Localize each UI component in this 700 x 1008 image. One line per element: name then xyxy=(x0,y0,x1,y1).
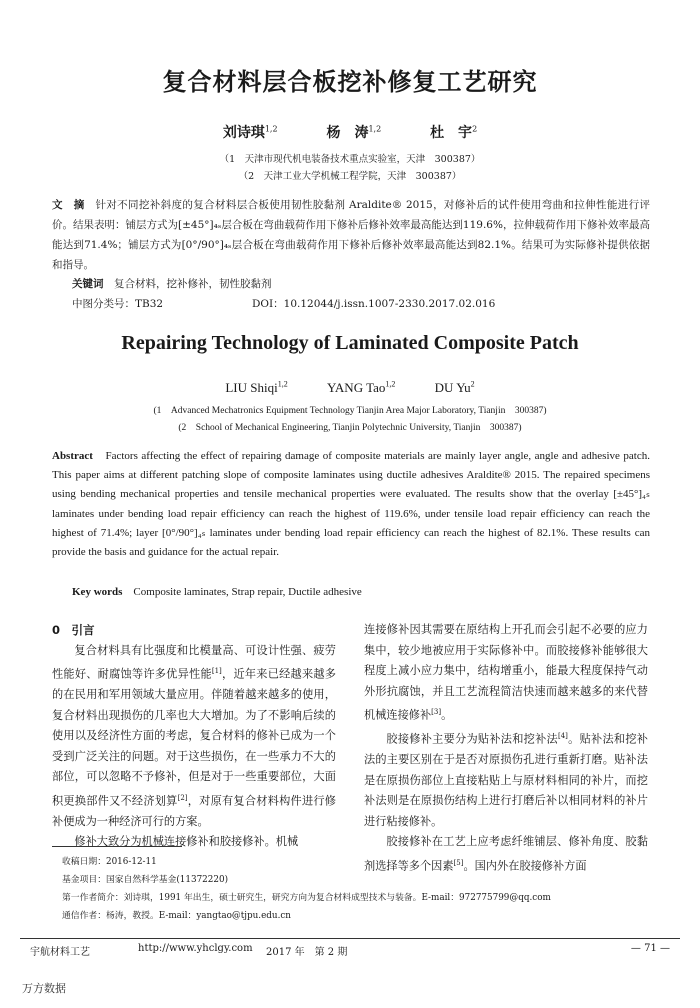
abstract-cn-text: 针对不同挖补斜度的复合材料层合板使用韧性胶黏剂 Araldite® 2015，对修补后的试件使用弯曲和拉伸性能进行评价。结果表明：铺层方式为[±45°]₄ₛ层合板在弯曲载荷作用下修补后修补效率最高能达到119.6%，拉伸载荷作用下修补效率最高能达到71.4%；铺层方式为[0°/90°]₄ₛ层合板在弯曲载荷作用下修补后修补效率最高能达到82.1%。结果可为实际修补提供依据和指导。 xyxy=(52,199,650,271)
authors-en xyxy=(0,380,700,396)
issue-info: 2017 年 第 2 期 xyxy=(266,947,348,958)
citation: [3] xyxy=(431,708,442,716)
body-paragraph: 胶接修补在工艺上应考虑纤维铺层、修补角度、胶黏剂选择等多个因素[5]。国内外在胶接修补方面 xyxy=(364,835,648,873)
keywords-cn-label: 关键词 xyxy=(72,278,104,290)
citation: [1] xyxy=(211,667,222,675)
abstract-en-label: Abstract xyxy=(52,450,93,462)
body-paragraph: 复合材料具有比强度和比模量高、可设计性强、疲劳性能好、耐腐蚀等许多优异性能[1]，近年来已经越来越多的在民用和军用领域大量应用。伴随着越来越多的使用，复合材料出现损伤的几率也大大增加。为了不影响后续的使用以及经济性方面的考虑，复合材料的修补已成为一个受到广泛关注的问题。对于这些损伤，在一些承力不大的部位，可以忽略不予修补，但是对于一些重要部位，大面积更换部件又不经济划算[2]，对原有复合材料构件进行修补便成为一种经济可行的方案。 xyxy=(52,643,336,828)
paper-title-cn: 复合材料层合板挖补修复工艺研究 xyxy=(162,68,538,96)
affiliation-en-1: (1 Advanced Mechatronics Equipment Technology Tianjin Area Major Laboratory, Tianjin 300387) xyxy=(153,406,547,416)
citation: [2] xyxy=(177,793,188,802)
footnote-divider xyxy=(52,846,182,847)
watermark-text: 万方数据 xyxy=(22,982,66,995)
paper-title-en: Repairing Technology of Laminated Composite Patch xyxy=(121,332,579,354)
footer-divider xyxy=(20,938,680,939)
citation: [5] xyxy=(453,858,464,867)
clc-number: 中图分类号：TB32 xyxy=(72,298,164,310)
author-cn-2: 杨 涛$^{1,2}$ xyxy=(326,124,382,141)
footnote-funding: 基金项目：国家自然科学基金(11372220) xyxy=(62,875,228,885)
doi: DOI：10.12044/j.issn.1007-2330.2017.02.016 xyxy=(252,298,496,310)
classification-cn xyxy=(72,296,632,311)
keywords-cn xyxy=(72,276,272,291)
abstract-cn xyxy=(52,195,650,275)
footnote-received-date: 收稿日期：2016-12-11 xyxy=(62,857,157,867)
footnote-corresponding-author: 通信作者：杨涛，教授。E-mail：yangtao@tjpu.edu.cn xyxy=(62,911,291,921)
abstract-cn-label: 文 摘 xyxy=(52,199,85,211)
authors-cn xyxy=(0,122,700,142)
citation: [4] xyxy=(557,732,568,741)
affiliation-cn-1: （1 天津市现代机电装备技术重点实验室，天津 300387） xyxy=(219,154,481,165)
page-number: — 71 — xyxy=(630,943,670,954)
keywords-en xyxy=(72,583,362,599)
keywords-cn-text: 复合材料，挖补修补，韧性胶黏剂 xyxy=(103,278,272,290)
affiliation-en-2: (2 School of Mechanical Engineering, Tianjin Polytechnic University, Tianjin 300387) xyxy=(178,423,522,433)
body-column-right xyxy=(364,620,648,877)
author-cn-3: 杜 宇$^2$ xyxy=(430,124,478,141)
footnote-first-author: 第一作者简介：刘诗琪，1991 年出生，硕士研究生，研究方向为复合材料成型技术与装备。E-mail：972775799@qq.com xyxy=(62,893,551,903)
author-en-2: YANG Tao$^{1,2}$ xyxy=(326,380,396,396)
body-paragraph: 连接修补因其需要在原结构上开孔而会引起不必要的应力集中，较少地被应用于实际修补中。而胶接修补能够很大程度上减小应力集中，结构增重小，能最大程度保持气动外形抗腐蚀，并且工艺流程简洁快速而越来越多的来代替机械连接修补[3]。 xyxy=(364,623,648,722)
keywords-en-label: Key words xyxy=(72,586,123,598)
abstract-en xyxy=(52,447,650,562)
author-cn-1: 刘诗琪$^{1,2}$ xyxy=(222,124,278,141)
affiliation-cn-2: （2 天津工业大学机械工程学院，天津 300387） xyxy=(238,171,462,182)
body-paragraph: 修补大致分为机械连接修补和胶接修补。机械 xyxy=(74,835,299,849)
body-paragraph: 胶接修补主要分为贴补法和挖补法[4]。贴补法和挖补法的主要区别在于是否对原损伤孔进行重新打磨。贴补法是在原损伤部位上直接粘贴上与原材料相同的补片，而挖补法则是在原损伤结构上进行打磨后补以相同材料的补片进行粘接修补。 xyxy=(364,732,648,828)
abstract-en-text: Factors affecting the effect of repairing damage of composite materials are mainly layer angle, angle and adhesive patch. This paper aims at different patching slope of composite laminates using ductile adhesives Araldite® 2015. The repaired specimens using bending mechanical properties and tensile mechanical properties were evaluated. The results show that the overlay [±45°]₄ₛ laminates under bending load repair efficiency can reach the highest of 119.6%, under tensile load repair efficiency can reach the highest of 71.4%; layer [0°/90°]₄ₛ laminates under bending load repair efficiency can reach the highest of 82.1%. These results can provide the basis and guidance for the actual repair. xyxy=(52,450,650,559)
author-en-1: LIU Shiqi$^{1,2}$ xyxy=(225,380,288,396)
section-heading: 0 引言 xyxy=(52,623,95,637)
journal-url: http://www.yhclgy.com xyxy=(138,943,253,954)
keywords-en-text: Composite laminates, Strap repair, Ductile adhesive xyxy=(122,586,362,598)
journal-name: 宇航材料工艺 xyxy=(30,947,90,958)
author-en-3: DU Yu$^2$ xyxy=(434,380,475,396)
body-column-left xyxy=(52,620,336,853)
